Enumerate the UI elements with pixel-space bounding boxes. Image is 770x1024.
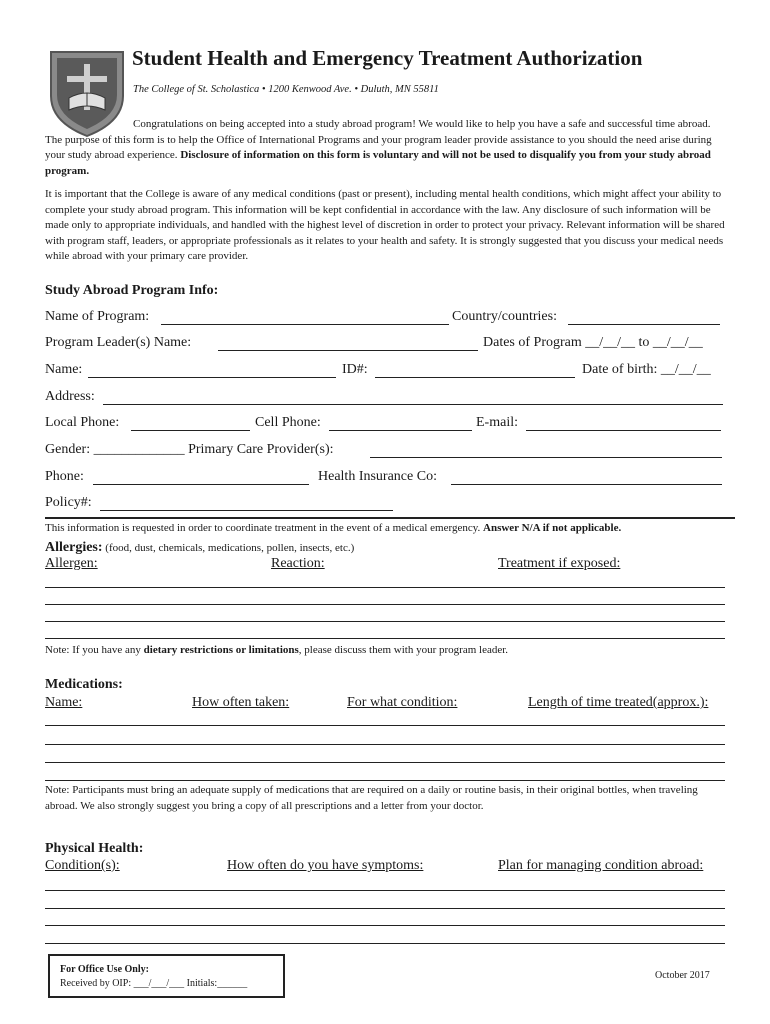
allergies-title: Allergies: xyxy=(45,540,103,555)
medication-entry-line-2[interactable] xyxy=(45,744,725,745)
disclosure-statement: Disclosure of information on this form is voluntary and will not be used to disqualify you from your study abroad program. xyxy=(45,149,711,177)
dietary-note-b: dietary restrictions or limitations xyxy=(143,644,299,656)
dates-of-program-field[interactable]: Dates of Program __/__/__ to __/__/__ xyxy=(483,335,703,350)
leader-row xyxy=(45,335,725,353)
email-field[interactable] xyxy=(526,415,721,431)
allergy-entry-line-3[interactable] xyxy=(45,621,725,622)
medication-entry-line-3[interactable] xyxy=(45,762,725,763)
address-row xyxy=(45,389,725,407)
coordinate-note xyxy=(45,522,621,534)
plan-column-header: Plan for managing condition abroad: xyxy=(498,858,704,873)
na-instruction: Answer N/A if not applicable. xyxy=(483,522,622,534)
email-label: E-mail: xyxy=(476,415,518,430)
physical-entry-line-4[interactable] xyxy=(45,943,725,944)
office-use-heading: For Office Use Only: xyxy=(60,964,149,975)
name-label: Name: xyxy=(45,362,83,377)
address-field[interactable] xyxy=(103,389,723,405)
intro-paragraph-1 xyxy=(45,117,725,179)
intro-paragraph-2: It is important that the College is aware of any medical conditions (past or present), including mental health conditions, which might affect your ability to complete your study abroad program. This information will be kept confidential in accordance with the law. Any disclosure of such information will be made only to appropriate individuals, and handled with the highest level of discretion in order to protect your privacy. Relevant information will be shared with program staff, leaders, or appropriate professionals as it relates to your health and safety. It is strongly suggested that you discuss your medical needs while abroad with your primary care provider. xyxy=(45,188,725,262)
insurance-row xyxy=(45,469,725,487)
name-field[interactable] xyxy=(88,362,336,378)
phone-label: Phone: xyxy=(45,469,84,484)
medication-entry-line-4[interactable] xyxy=(45,780,725,781)
how-often-column-header: How often taken: xyxy=(192,695,290,710)
intro-paragraph-1-text: Congratulations on being accepted into a study abroad program! We would like to help you have a safe and successful time abroad. The purpose of this form is to help the Office of International Programs and your program leader provide assistance to you should the need arise during your study abroad experience. xyxy=(45,118,712,161)
countries-field[interactable] xyxy=(568,309,720,325)
allergies-hint: (food, dust, chemicals, medications, pollen, insects, etc.) xyxy=(102,542,355,554)
allergies-heading xyxy=(45,538,354,556)
cell-phone-label: Cell Phone: xyxy=(255,415,321,430)
health-insurance-label: Health Insurance Co: xyxy=(318,469,437,484)
condition-column-header: Condition(s): xyxy=(45,858,120,873)
reaction-column-header: Reaction: xyxy=(271,556,325,571)
allergen-column-header: Allergen: xyxy=(45,556,98,571)
college-address: The College of St. Scholastica • 1200 Kenwood Ave. • Duluth, MN 55811 xyxy=(133,84,439,95)
physical-entry-line-2[interactable] xyxy=(45,908,725,909)
allergy-entry-line-1[interactable] xyxy=(45,587,725,588)
policy-row xyxy=(45,495,725,513)
local-phone-label: Local Phone: xyxy=(45,415,120,430)
form-date: October 2017 xyxy=(655,970,710,981)
policy-field[interactable] xyxy=(100,495,393,511)
health-insurance-field[interactable] xyxy=(451,469,722,485)
condition-column-header: For what condition: xyxy=(347,695,458,710)
name-row xyxy=(45,362,725,380)
intro-text xyxy=(45,117,725,265)
id-label: ID#: xyxy=(342,362,368,377)
dietary-note-c: , please discuss them with your program leader. xyxy=(298,644,509,656)
phones-row xyxy=(45,415,725,433)
program-leader-label: Program Leader(s) Name: xyxy=(45,335,192,350)
date-of-birth-field[interactable]: Date of birth: __/__/__ xyxy=(582,362,711,377)
policy-label: Policy#: xyxy=(45,495,92,510)
office-use-box xyxy=(48,954,285,998)
gender-and-provider-label: Gender: _____________ Primary Care Provider(s): xyxy=(45,442,334,457)
medication-entry-line-1[interactable] xyxy=(45,725,725,726)
page-title: Student Health and Emergency Treatment Authorization xyxy=(132,46,643,70)
phone-field[interactable] xyxy=(93,469,309,485)
program-leader-field[interactable] xyxy=(218,335,478,351)
section-divider xyxy=(45,517,735,519)
program-row xyxy=(45,309,725,327)
physical-entry-line-3[interactable] xyxy=(45,925,725,926)
id-field[interactable] xyxy=(375,362,575,378)
allergy-entry-line-2[interactable] xyxy=(45,604,725,605)
allergy-entry-line-4[interactable] xyxy=(45,638,725,639)
length-column-header: Length of time treated(approx.): xyxy=(528,695,709,710)
physical-entry-line-1[interactable] xyxy=(45,890,725,891)
primary-care-provider-field[interactable] xyxy=(370,442,722,458)
symptoms-column-header: How often do you have symptoms: xyxy=(227,858,424,873)
name-of-program-label: Name of Program: xyxy=(45,309,150,324)
received-by-oip-field[interactable]: Received by OIP: ___/___/___ Initials:______ xyxy=(60,978,248,989)
coordinate-note-text: This information is requested in order to coordinate treatment in the event of a medical emergency. xyxy=(45,522,484,534)
physical-health-heading: Physical Health: xyxy=(45,841,144,856)
medication-note: Note: Participants must bring an adequate supply of medications that are required on a daily or routine basis, in their original bottles, when traveling abroad. We also strongly suggest you bring a copy of all prescriptions and a letter from your doctor. xyxy=(45,784,698,812)
address-label: Address: xyxy=(45,389,95,404)
medication-name-column-header: Name: xyxy=(45,695,83,710)
dietary-note-a: Note: If you have any xyxy=(45,644,144,656)
cell-phone-field[interactable] xyxy=(329,415,472,431)
medications-heading: Medications: xyxy=(45,677,123,692)
program-info-heading: Study Abroad Program Info: xyxy=(45,283,219,298)
name-of-program-field[interactable] xyxy=(161,309,449,325)
local-phone-field[interactable] xyxy=(131,415,250,431)
gender-row xyxy=(45,442,725,460)
treatment-column-header: Treatment if exposed: xyxy=(498,556,621,571)
countries-label: Country/countries: xyxy=(452,309,557,324)
dietary-note xyxy=(45,644,508,656)
